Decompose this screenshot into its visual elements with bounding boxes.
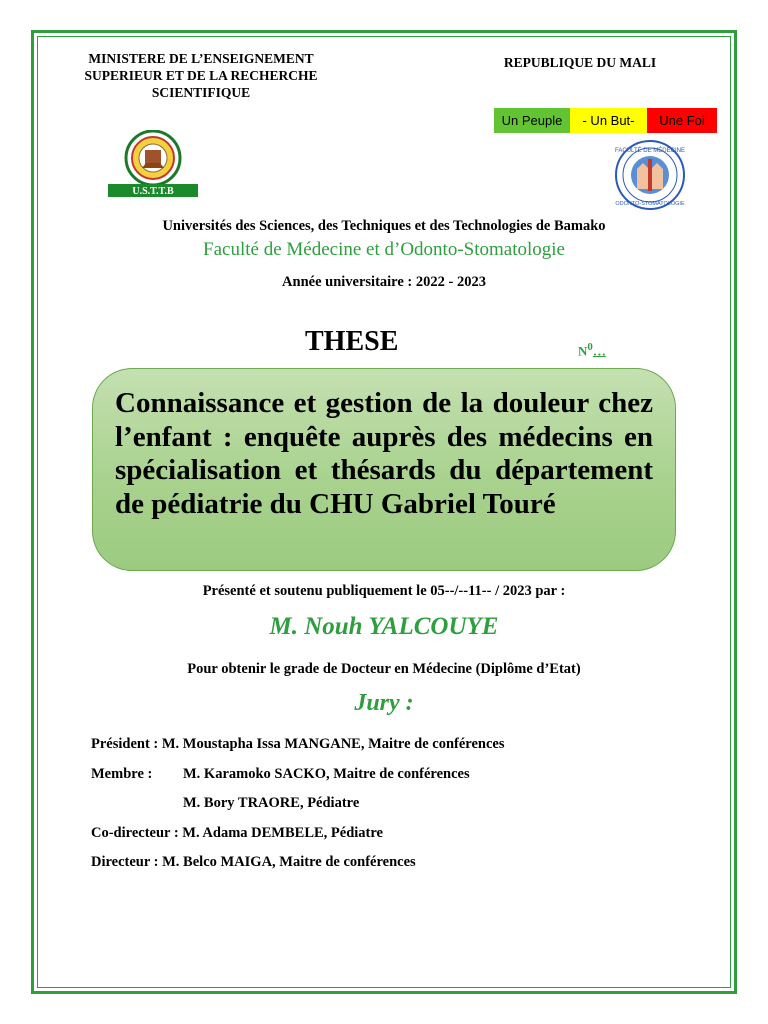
usttb-logo: [105, 130, 201, 198]
motto-part-red: Une Foi: [647, 108, 717, 133]
thesis-number-sup: 0: [587, 341, 593, 353]
author-name: M. Nouh YALCOUYE: [269, 613, 499, 640]
thesis-title: Connaissance et gestion de la douleur chez l’enfant : enquête auprès des médecins en spécialisation et thésards du département de pédiatrie du CHU Gabriel Touré: [115, 387, 653, 520]
motto-part-green: Un Peuple: [494, 108, 570, 133]
degree-statement: Pour obtenir le grade de Docteur en Médecine (Diplôme d’Etat): [187, 661, 581, 677]
thesis-number: [578, 341, 606, 359]
thesis-label: THESE: [305, 326, 399, 357]
jury-heading: Jury :: [354, 690, 414, 716]
jury-director: Directeur : M. Belco MAIGA, Maitre de conférences: [91, 854, 416, 870]
thesis-number-label: N: [578, 343, 588, 359]
jury-president: Président : M. Moustapha Issa MANGANE, Maitre de conférences: [91, 736, 505, 752]
ministry-line: SCIENTIFIQUE: [151, 85, 251, 100]
fmos-logo: [609, 139, 691, 211]
university-name: Universités des Sciences, des Techniques et des Technologies de Bamako: [162, 218, 606, 234]
defense-statement: Présenté et soutenu publiquement le 05--/--11-- / 2023 par :: [202, 583, 566, 599]
faculty-name: Faculté de Médecine et d’Odonto-Stomatologie: [203, 239, 565, 260]
jury-codirector: Co-directeur : M. Adama DEMBELE, Pédiatre: [91, 825, 383, 841]
ministry-title: [60, 50, 342, 101]
thesis-number-dots: …: [592, 343, 606, 359]
ministry-line: SUPERIEUR ET DE LA RECHERCHE: [84, 68, 318, 83]
svg-text:FACULTÉ DE MÉDECINE: FACULTÉ DE MÉDECINE: [615, 148, 685, 154]
svg-text:U.S.T.T.B: U.S.T.T.B: [132, 186, 174, 197]
thesis-title-box: [92, 368, 676, 571]
jury-member-label: Membre :: [91, 766, 153, 782]
jury-member: M. Bory TRAORE, Pédiatre: [183, 795, 360, 811]
academic-year: Année universitaire : 2022 - 2023: [282, 274, 486, 290]
national-motto-flag: [494, 108, 717, 133]
jury-member: M. Karamoko SACKO, Maitre de conférences: [183, 766, 470, 782]
svg-text:ODONTO-STOMATOLOGIE: ODONTO-STOMATOLOGIE: [615, 201, 685, 207]
republic-title: REPUBLIQUE DU MALI: [503, 55, 657, 70]
ministry-line: MINISTERE DE L’ENSEIGNEMENT: [88, 51, 314, 66]
motto-part-yellow: - Un But-: [570, 108, 647, 133]
